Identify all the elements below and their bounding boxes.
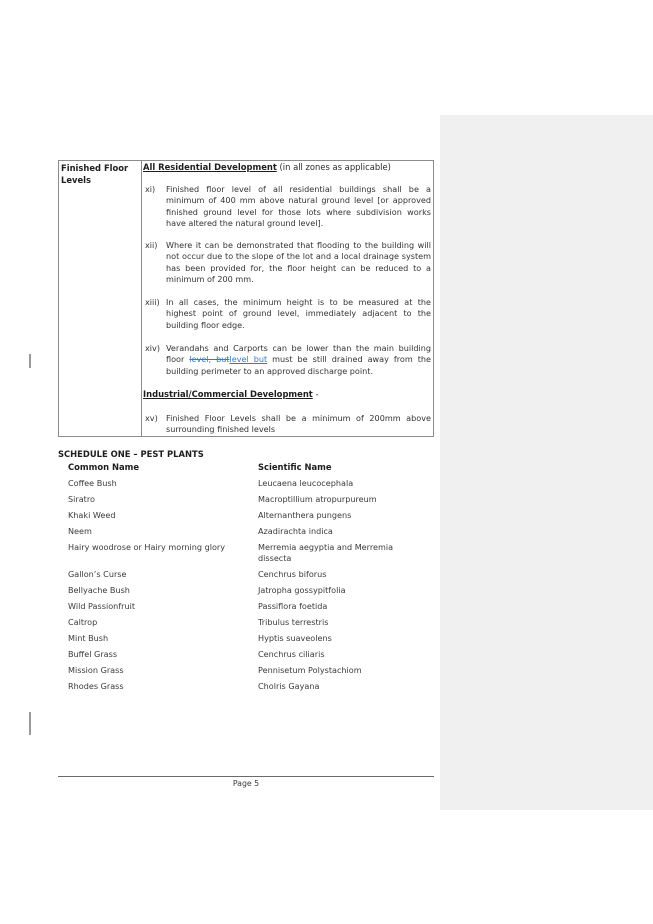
common-name: Coffee Bush [68, 477, 117, 488]
change-bar [29, 712, 31, 735]
common-name: Neem [68, 525, 92, 536]
industrial-heading-suffix: - [312, 389, 319, 399]
scientific-name: Jatropha gossypitfolia [258, 584, 346, 595]
pest-plants-list [68, 461, 428, 694]
clause-text: Finished Floor Levels shall be a minimum of 200mm above surrounding finished levels [166, 413, 431, 435]
common-name: Caltrop [68, 616, 98, 627]
industrial-heading [143, 389, 319, 400]
industrial-heading-title: Industrial/Commercial Development [143, 389, 313, 399]
column-divider [141, 161, 142, 436]
scientific-name: Cholris Gayana [258, 680, 320, 691]
list-header [68, 461, 428, 475]
clause-text: In all cases, the minimum height is to be measured at the highest point of ground level, immediately adjacent to the building floor edge. [166, 297, 431, 330]
list-item [68, 614, 428, 630]
scientific-name: Cenchrus ciliaris [258, 648, 325, 659]
list-item [68, 566, 428, 582]
list-item [68, 475, 428, 491]
list-item [68, 523, 428, 539]
clause-text [166, 343, 431, 377]
common-name: Wild Passionfruit [68, 600, 136, 611]
scientific-name: Pennisetum Polystachiom [258, 664, 362, 675]
comment-pane [440, 115, 653, 810]
scientific-name: Macroptillium atropurpureum [258, 493, 377, 504]
common-name: Khaki Weed [68, 509, 116, 520]
common-name: Buffel Grass [68, 648, 118, 659]
clause-xv [145, 413, 431, 436]
common-name: Hairy woodrose or Hairy morning glory [68, 541, 226, 552]
clause-number: xiv) [145, 343, 160, 353]
scientific-name: Hyptis suaveolens [258, 632, 332, 643]
common-name: Gallon’s Curse [68, 568, 127, 579]
footer-divider [58, 776, 434, 777]
list-item [68, 582, 428, 598]
clause-number: xv) [145, 413, 158, 423]
clause-number: xii) [145, 240, 158, 250]
clause-xii [145, 240, 431, 286]
list-item [68, 678, 428, 694]
row-label: Finished Floor Levels [61, 163, 129, 185]
change-bar [29, 354, 31, 368]
list-item [68, 491, 428, 507]
tracked-deletion[interactable]: level, but [189, 354, 230, 365]
clause-text-before: Verandahs and Carports can be lower than the main building floor [166, 343, 431, 365]
scientific-name: Alternanthera pungens [258, 509, 352, 520]
residential-heading-title: All Residential Development [143, 162, 277, 172]
schedule-title: SCHEDULE ONE – PEST PLANTS [58, 449, 204, 459]
residential-heading-suffix: (in all zones as applicable) [276, 162, 391, 172]
page-number: Page 5 [232, 779, 260, 788]
clause-text-after: must be still drained away from the building perimeter to an approved discharge point. [166, 354, 431, 376]
scientific-name: Leucaena leucocephala [258, 477, 354, 488]
scientific-name: Azadirachta indica [258, 525, 333, 536]
scientific-name: Cenchrus biforus [258, 568, 327, 579]
common-name: Bellyache Bush [68, 584, 130, 595]
clause-xiii [145, 297, 431, 331]
list-item [68, 646, 428, 662]
common-name-header: Common Name [68, 462, 140, 472]
clause-xi [145, 184, 431, 230]
list-item [68, 630, 428, 646]
residential-heading [143, 162, 391, 173]
list-item [68, 507, 428, 523]
scientific-name: Merremia aegyptia and Merremia dissecta [258, 541, 394, 563]
clause-number: xi) [145, 184, 156, 194]
requirements-table [58, 160, 434, 437]
list-item [68, 598, 428, 614]
common-name: Mission Grass [68, 664, 124, 675]
common-name: Siratro [68, 493, 95, 504]
scientific-name: Tribulus terrestris [258, 616, 329, 627]
clause-text: Where it can be demonstrated that flooding to the building will not occur due to the slope of the lot and a local drainage system has been provided for, the floor height can be reduced to a minimum of 200 mm. [166, 240, 431, 285]
clause-text: Finished floor level of all residential buildings shall be a minimum of 400 mm above natural ground level [or approved finished ground level for those lots where subdivision works have altered the natural ground level]. [166, 184, 431, 229]
list-item [68, 539, 428, 566]
clause-xiv [145, 343, 431, 377]
scientific-name: Passiflora foetida [258, 600, 328, 611]
scientific-name-header: Scientific Name [258, 462, 332, 472]
common-name: Rhodes Grass [68, 680, 124, 691]
plant-rows [68, 475, 428, 694]
common-name: Mint Bush [68, 632, 109, 643]
clause-number: xiii) [145, 297, 160, 307]
tracked-insertion[interactable]: level but [229, 354, 268, 365]
list-item [68, 662, 428, 678]
